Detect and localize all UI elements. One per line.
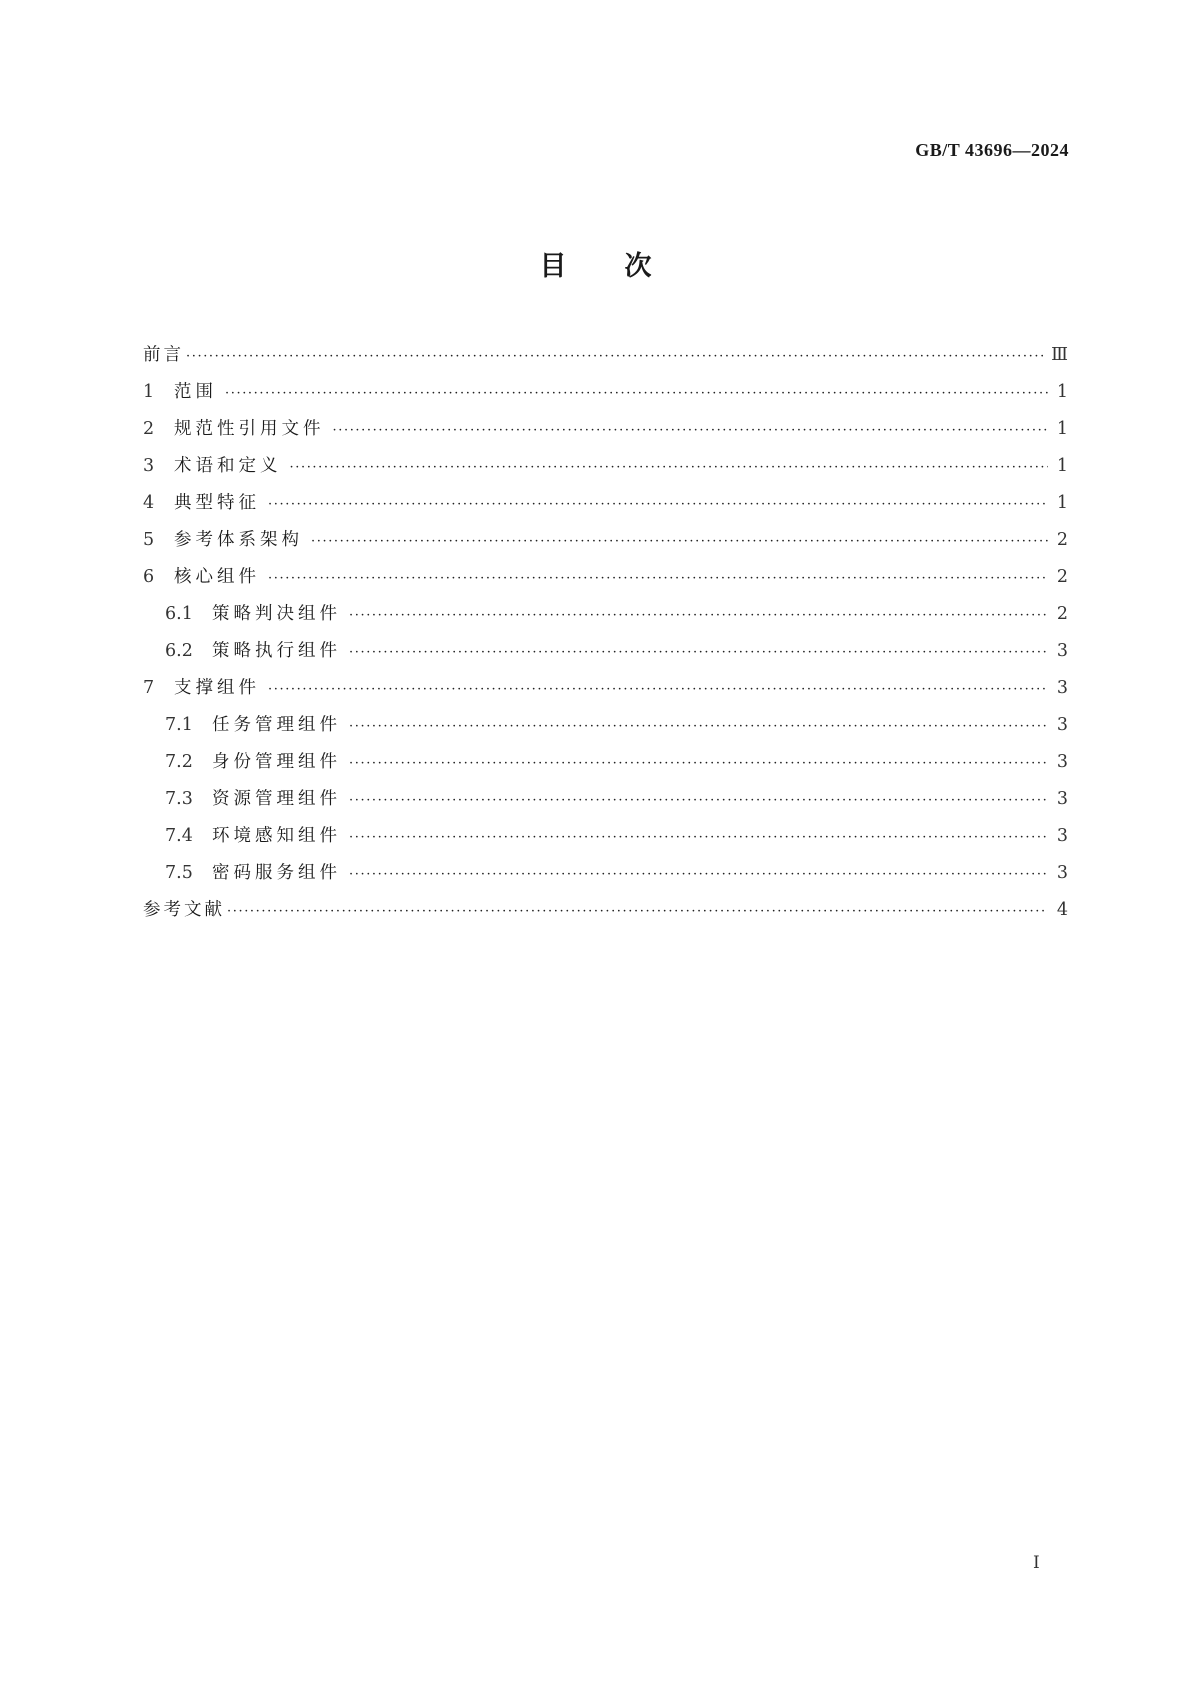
- toc-entry-page: 2: [1056, 530, 1068, 550]
- toc-entry-page: 3: [1056, 863, 1068, 883]
- toc-leader-dots: [268, 560, 1048, 597]
- toc-leader-dots: [268, 671, 1048, 708]
- toc-subentry[interactable]: [143, 855, 1068, 892]
- toc-entry[interactable]: [143, 374, 1068, 411]
- toc-leader-dots: [186, 338, 1045, 375]
- toc-leader-dots: [311, 523, 1048, 560]
- toc-entry-page: 1: [1056, 419, 1068, 439]
- toc-leader-dots: [349, 745, 1048, 782]
- toc-entry[interactable]: [143, 522, 1068, 559]
- toc-entry[interactable]: [143, 670, 1068, 707]
- toc-entry-page: Ⅲ: [1051, 345, 1068, 365]
- toc-entry-label: 支撑组件: [174, 678, 260, 698]
- toc-entry-page: 1: [1056, 382, 1068, 402]
- toc-entry-number: 7.1: [165, 715, 193, 735]
- toc-entry-number: 7.3: [165, 789, 193, 809]
- toc-leader-dots: [268, 486, 1048, 523]
- toc-leader-dots: [225, 375, 1048, 412]
- toc-entry-page: 1: [1056, 493, 1068, 513]
- toc-leader-dots: [227, 893, 1048, 930]
- toc-entry-number: 7.4: [165, 826, 193, 846]
- toc-entry-page: 4: [1056, 900, 1068, 920]
- toc-entry-label: 策略判决组件: [212, 604, 341, 624]
- toc-title: 目次: [539, 251, 710, 282]
- page-number: Ⅰ: [1033, 1553, 1040, 1573]
- toc-entry-number: 7: [143, 678, 155, 698]
- toc-leader-dots: [349, 856, 1048, 893]
- toc-subentry[interactable]: [143, 633, 1068, 670]
- toc-entry-page: 3: [1056, 789, 1068, 809]
- toc-entry-page: 3: [1056, 678, 1068, 698]
- toc-entry-page: 2: [1056, 567, 1068, 587]
- toc-entry-label: 规范性引用文件: [174, 419, 325, 439]
- toc-entry-label: 术语和定义: [174, 456, 282, 476]
- toc-entry-number: 7.5: [165, 863, 193, 883]
- toc-entry[interactable]: [143, 411, 1068, 448]
- toc-entry-page: 2: [1056, 604, 1068, 624]
- toc-leader-dots: [349, 819, 1048, 856]
- toc-entry[interactable]: [143, 448, 1068, 485]
- toc-entry-label: 参考体系架构: [174, 530, 303, 550]
- toc-entry-label: 密码服务组件: [212, 863, 341, 883]
- toc-entry-number: 6.2: [165, 641, 193, 661]
- toc-entry-number: 6.1: [165, 604, 193, 624]
- toc-entry-number: 4: [143, 493, 155, 513]
- toc-entry-page: 3: [1056, 641, 1068, 661]
- toc-subentry[interactable]: [143, 596, 1068, 633]
- toc-entry-page: 3: [1056, 826, 1068, 846]
- toc-subentry[interactable]: [143, 781, 1068, 818]
- toc-entry-label: 前言: [143, 345, 184, 365]
- toc-entry[interactable]: [143, 485, 1068, 522]
- toc-entry-label: 身份管理组件: [212, 752, 341, 772]
- table-of-contents: [143, 337, 1068, 929]
- toc-entry-number: 2: [143, 419, 155, 439]
- toc-leader-dots: [349, 634, 1048, 671]
- toc-entry-label: 参考文献: [143, 900, 225, 920]
- toc-entry-label: 典型特征: [174, 493, 260, 513]
- toc-entry-page: 3: [1056, 752, 1068, 772]
- toc-entry-label: 资源管理组件: [212, 789, 341, 809]
- toc-entry[interactable]: [143, 892, 1068, 929]
- toc-leader-dots: [349, 782, 1048, 819]
- toc-entry-number: 3: [143, 456, 155, 476]
- toc-entry-number: 7.2: [165, 752, 193, 772]
- toc-entry-label: 任务管理组件: [212, 715, 341, 735]
- toc-entry-number: 6: [143, 567, 155, 587]
- toc-entry-label: 范围: [174, 382, 217, 402]
- toc-entry-label: 策略执行组件: [212, 641, 341, 661]
- toc-entry-number: 1: [143, 382, 155, 402]
- toc-leader-dots: [290, 449, 1049, 486]
- toc-entry-page: 3: [1056, 715, 1068, 735]
- toc-subentry[interactable]: [143, 818, 1068, 855]
- standard-code: GB/T 43696—2024: [915, 140, 1069, 160]
- toc-entry-label: 环境感知组件: [212, 826, 341, 846]
- toc-entry-number: 5: [143, 530, 155, 550]
- toc-entry-label: 核心组件: [174, 567, 260, 587]
- toc-leader-dots: [349, 708, 1048, 745]
- toc-leader-dots: [349, 597, 1048, 634]
- toc-subentry[interactable]: [143, 744, 1068, 781]
- toc-entry[interactable]: [143, 337, 1068, 374]
- toc-leader-dots: [333, 412, 1049, 449]
- toc-entry[interactable]: [143, 559, 1068, 596]
- toc-entry-page: 1: [1056, 456, 1068, 476]
- toc-subentry[interactable]: [143, 707, 1068, 744]
